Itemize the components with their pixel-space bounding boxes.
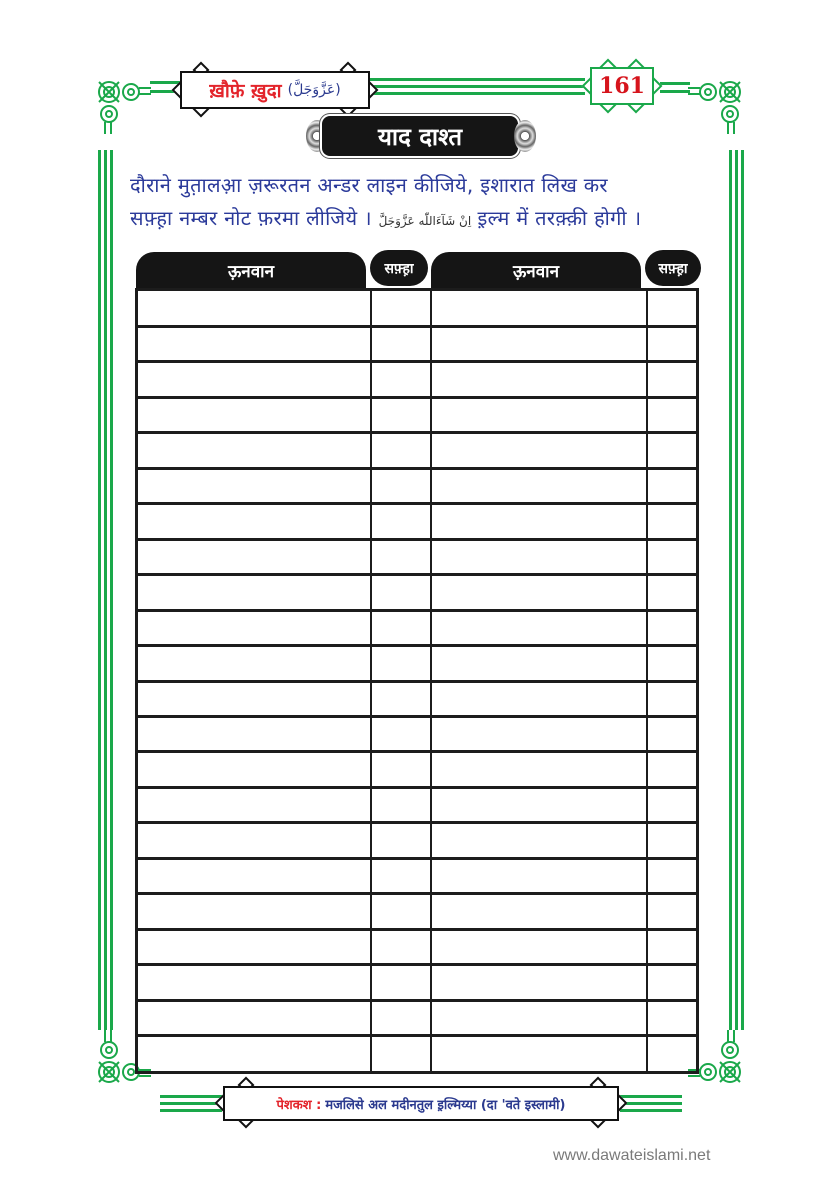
table-row-divider [138, 821, 696, 824]
footer-label: पेशकश : [276, 1097, 322, 1113]
instructions-arabic-phrase: اِنْ شَآءَاللّٰه عَزَّوَجَلَّ [378, 214, 472, 228]
table-row-divider [138, 750, 696, 753]
frame-line-top-right-1 [660, 82, 690, 85]
frame-line-top-2 [370, 85, 585, 88]
website-url[interactable]: www.dawateislami.net [553, 1147, 711, 1164]
frame-line-bottom-left-1 [160, 1095, 222, 1098]
table-row-divider [138, 857, 696, 860]
table-row-divider [138, 502, 696, 505]
frame-line-left-3 [110, 150, 113, 1030]
ornament-corner-top-left-icon [95, 78, 151, 134]
notes-table [135, 288, 699, 1074]
frame-line-left-2 [104, 150, 107, 1030]
instructions-line-1: दौराने मुत़ालआ़ ज़रूरतन अन्डर लाइन कीजिये, इशारात लिख कर [130, 173, 608, 197]
table-row-divider [138, 360, 696, 363]
page-heading: याद दाश्त [377, 122, 463, 151]
frame-line-right-2 [735, 150, 738, 1030]
frame-line-right-3 [741, 150, 744, 1030]
frame-line-bottom-left-3 [160, 1109, 222, 1112]
table-row-divider [138, 573, 696, 576]
frame-line-top-1 [370, 78, 585, 81]
instructions-line-2 [130, 201, 710, 238]
heading-banner [322, 116, 518, 156]
column-header-title-1: ऊ़नवान [136, 252, 366, 288]
table-row-divider [138, 325, 696, 328]
rosette-right-icon [514, 120, 536, 152]
frame-line-top-left-1 [150, 81, 180, 84]
column-header-page-2: सफ़्ह़ा [645, 250, 701, 286]
frame-line-bottom-right-2 [620, 1102, 682, 1105]
table-row-divider [138, 786, 696, 789]
table-row-divider [138, 680, 696, 683]
instructions-line-2-pre: सफ़्ह़ा नम्बर नोट फ़रमा लीजिये । [130, 206, 372, 230]
frame-line-bottom-left-2 [160, 1102, 222, 1105]
table-row-divider [138, 715, 696, 718]
table-row-divider [138, 431, 696, 434]
column-header-title-2: ऊ़नवान [431, 252, 641, 288]
table-row-divider [138, 609, 696, 612]
table-row-divider [138, 467, 696, 470]
frame-line-top-3 [370, 92, 585, 95]
frame-line-bottom-right-3 [620, 1109, 682, 1112]
frame-line-left-1 [98, 150, 101, 1030]
ornament-corner-top-right-icon [688, 78, 744, 134]
column-header-page-1: सफ़्ह़ा [370, 250, 428, 286]
footer-publisher: मजलिसे अल मदीनतुल इ़ल्मिय्या (दा 'वते इस्लामी) [325, 1097, 566, 1113]
table-row-divider [138, 999, 696, 1002]
table-row-divider [138, 396, 696, 399]
table-row-divider [138, 928, 696, 931]
book-title: ख़ौफ़े ख़ुदा [209, 80, 282, 102]
instructions-line-2-post: इ़ल्म में तरक़्क़ी होगी । [477, 206, 642, 230]
frame-line-bottom-right-1 [620, 1095, 682, 1098]
page-number: 161 [599, 73, 645, 99]
book-title-box [180, 71, 370, 109]
frame-line-right-1 [729, 150, 732, 1030]
page-number-box [590, 67, 654, 105]
book-title-arabic: (عَزَّوَجَلَّ) [287, 82, 341, 98]
table-row-divider [138, 538, 696, 541]
frame-line-top-right-2 [660, 90, 690, 93]
table-row-divider [138, 963, 696, 966]
footer-publisher-box [223, 1086, 619, 1121]
table-row-divider [138, 892, 696, 895]
table-row-divider [138, 644, 696, 647]
table-row-divider [138, 1034, 696, 1037]
